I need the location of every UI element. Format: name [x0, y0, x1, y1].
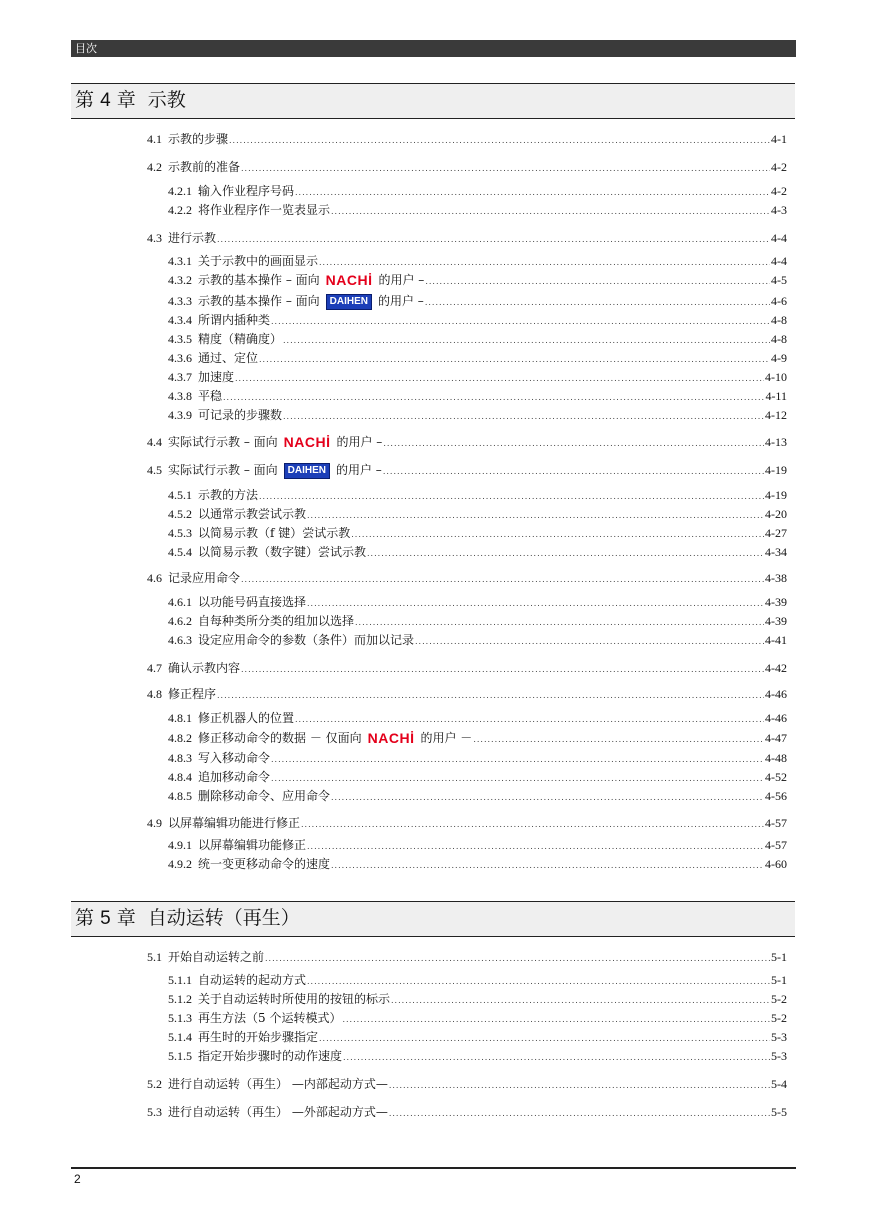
toc-leader-dots [319, 1030, 770, 1047]
toc-leader-dots [283, 332, 770, 349]
toc-entry-number: 4.9.1 [168, 838, 192, 852]
toc-entry-label [168, 183, 294, 200]
toc-entry-label [147, 159, 240, 176]
toc-entry[interactable] [168, 350, 787, 367]
toc-entry[interactable] [168, 487, 787, 504]
toc-entry[interactable] [168, 613, 787, 630]
toc-entry-title: 记录应用命令 [168, 571, 241, 585]
toc-leader-dots [319, 254, 770, 271]
toc-entry-number: 4.8.5 [168, 789, 192, 803]
chapter-prefix: 第 [75, 907, 95, 929]
toc-entry-page: 4-38 [765, 571, 787, 585]
toc-entry-number: 4.2.2 [168, 203, 192, 217]
toc-entry-number: 5.3 [147, 1105, 162, 1119]
toc-leader-dots [425, 273, 770, 290]
toc-entry-page: 4-46 [765, 711, 787, 725]
toc-entry-page: 5-1 [771, 950, 787, 964]
toc-entry-number: 4.3.9 [168, 408, 192, 422]
toc-entry-title: 平稳 [198, 389, 223, 403]
toc-entry-label [168, 750, 270, 767]
toc-entry-title: 自每种类所分类的组加以选择 [198, 614, 355, 628]
toc-entry-title: 开始自动运转之前 [168, 950, 265, 964]
toc-entry[interactable] [147, 949, 787, 966]
toc-entry-label [168, 991, 390, 1008]
toc-entry-title: 设定应用命令的参数（条件）而加以记录 [198, 633, 415, 647]
toc-entry-page: 4-2 [771, 184, 787, 198]
toc-entry-label [168, 350, 258, 367]
nachi-logo: NACHİ [367, 730, 415, 746]
toc-entry-title: 所谓内插种类 [198, 313, 271, 327]
toc-entry-number: 4.7 [147, 661, 162, 675]
toc-entry[interactable] [168, 331, 787, 348]
toc-entry[interactable] [168, 253, 787, 270]
toc-entry[interactable] [168, 1029, 787, 1046]
toc-entry-number: 4.3.1 [168, 254, 192, 268]
toc-entry-number: 5.2 [147, 1077, 162, 1091]
chapter-number: 4 [100, 90, 111, 111]
toc-entry[interactable] [147, 570, 787, 587]
toc-entry-number: 4.6.3 [168, 633, 192, 647]
toc-entry[interactable] [147, 159, 787, 176]
toc-entry-title: 以简易示教（数字键）尝试示教 [198, 545, 367, 559]
toc-entry-number: 4.6.1 [168, 595, 192, 609]
toc-entry-label [168, 272, 424, 289]
toc-entry[interactable] [168, 544, 787, 561]
toc-entry[interactable] [168, 837, 787, 854]
toc-entry-title: 确认示教内容 [168, 661, 241, 675]
toc-entry[interactable] [168, 407, 787, 424]
toc-entry-title: 追加移动命令 [198, 770, 271, 784]
toc-entry-page: 4-19 [765, 488, 787, 502]
toc-entry-number: 4.4 [147, 435, 162, 449]
toc-entry-page: 5-3 [771, 1030, 787, 1044]
toc-leader-dots [295, 184, 770, 201]
toc-entry-title: 统一变更移动命令的速度 [198, 857, 331, 871]
toc-entry[interactable] [147, 131, 787, 148]
toc-entry-label [168, 788, 330, 805]
nachi-logo: NACHİ [325, 272, 373, 288]
toc-leader-dots [389, 1105, 770, 1122]
toc-entry-label [168, 331, 282, 348]
toc-entry[interactable] [147, 1104, 787, 1121]
toc-entry-page: 4-57 [765, 816, 787, 830]
toc-entry-page: 5-5 [771, 1105, 787, 1119]
toc-entry-number: 4.2.1 [168, 184, 192, 198]
toc-leader-dots [343, 1049, 770, 1066]
toc-entry-page: 4-12 [765, 408, 787, 422]
toc-entry-label [168, 632, 414, 649]
toc-leader-dots [229, 132, 770, 149]
toc-leader-dots [307, 973, 770, 990]
toc-leader-dots [271, 751, 764, 768]
toc-leader-dots [259, 351, 770, 368]
toc-entry-page: 4-20 [765, 507, 787, 521]
toc-leader-dots [342, 1011, 770, 1028]
toc-entry-label [147, 1076, 388, 1093]
toc-entry-page: 4-4 [771, 254, 787, 268]
toc-leader-dots [307, 595, 764, 612]
toc-leader-dots [307, 838, 764, 855]
toc-entry-title: 以屏幕编辑功能进行修正 [168, 816, 301, 830]
toc-entry-number: 4.8.3 [168, 751, 192, 765]
toc-entry-page: 4-34 [765, 545, 787, 559]
toc-leader-dots [331, 857, 764, 874]
toc-entry[interactable] [168, 632, 787, 649]
toc-entry-label [168, 407, 282, 424]
toc-entry-page: 4-27 [765, 526, 787, 540]
toc-entry-page: 5-4 [771, 1077, 787, 1091]
toc-entry-page: 4-2 [771, 160, 787, 174]
toc-entry-title: 进行自动运转（再生） —外部起动方式— [168, 1105, 388, 1119]
chapter-number: 5 [100, 908, 111, 929]
toc-leader-dots [235, 370, 764, 387]
toc-entry-label [168, 293, 424, 310]
toc-entry-title: 再生时的开始步骤指定 [198, 1030, 319, 1044]
toc-entry-page: 4-9 [771, 351, 787, 365]
toc-entry-page: 4-8 [771, 313, 787, 327]
chapter-title: 示教 [147, 89, 186, 111]
toc-entry-title-suffix: 的用户 – [378, 273, 425, 287]
toc-entry-number: 4.3.8 [168, 389, 192, 403]
toc-entry-label [168, 769, 270, 786]
toc-entry-label [147, 462, 382, 479]
toc-leader-dots [283, 408, 764, 425]
toc-entry-number: 4.9 [147, 816, 162, 830]
toc-entry[interactable] [147, 462, 787, 479]
toc-entry-title: 示教的基本操作 – 面向 [198, 294, 320, 308]
toc-entry[interactable] [168, 388, 787, 405]
toc-entry-title: 示教的方法 [198, 488, 259, 502]
toc-leader-dots [265, 950, 770, 967]
toc-entry-label [168, 506, 306, 523]
toc-entry[interactable] [168, 525, 787, 542]
toc-leader-dots [301, 816, 764, 833]
toc-entry-title: 以简易示教（f 键）尝试示教 [198, 526, 351, 540]
toc-entry-page: 4-56 [765, 789, 787, 803]
toc-entry-title: 实际试行示教 – 面向 [168, 435, 278, 449]
toc-entry-page: 4-3 [771, 203, 787, 217]
toc-entry-title-suffix: 的用户 – [377, 294, 424, 308]
toc-entry-title: 删除移动命令、应用命令 [198, 789, 331, 803]
toc-entry-number: 4.3.5 [168, 332, 192, 346]
toc-leader-dots [307, 507, 764, 524]
toc-leader-dots [223, 389, 764, 406]
toc-entry-page: 4-10 [765, 370, 787, 384]
toc-entry-title: 以功能号码直接选择 [198, 595, 307, 609]
chapter-title: 自动运转（再生） [147, 907, 300, 929]
toc-entry-number: 4.8.2 [168, 731, 192, 745]
toc-entry-label [168, 544, 366, 561]
toc-entry-page: 4-42 [765, 661, 787, 675]
toc-entry[interactable] [168, 710, 787, 727]
toc-entry-number: 4.6.2 [168, 614, 192, 628]
toc-entry[interactable] [147, 434, 787, 451]
toc-entry-label [147, 815, 300, 832]
toc-entry[interactable] [147, 660, 787, 677]
nachi-logo: NACHİ [283, 434, 331, 450]
toc-entry-title: 进行自动运转（再生） —内部起动方式— [168, 1077, 388, 1091]
daihen-logo: DAIHEN [284, 463, 330, 479]
toc-entry-label [168, 202, 330, 219]
toc-entry-page: 5-1 [771, 973, 787, 987]
toc-entry-title: 加速度 [198, 370, 235, 384]
toc-entry-label [168, 312, 270, 329]
toc-entry-page: 4-46 [765, 687, 787, 701]
toc-entry-number: 4.8.1 [168, 711, 192, 725]
toc-entry-title: 关于示教中的画面显示 [198, 254, 319, 268]
toc-entry-label [168, 388, 222, 405]
toc-leader-dots [383, 463, 764, 480]
toc-entry-page: 4-19 [765, 463, 787, 477]
toc-entry-label [168, 837, 306, 854]
toc-entry-label [168, 1029, 318, 1046]
toc-leader-dots [241, 571, 764, 588]
toc-entry-page: 4-5 [771, 273, 787, 287]
toc-entry-title: 写入移动命令 [198, 751, 271, 765]
toc-entry-title: 修正程序 [168, 687, 217, 701]
toc-entry-label [168, 253, 318, 270]
toc-entry-page: 4-48 [765, 751, 787, 765]
toc-entry-page: 4-8 [771, 332, 787, 346]
toc-leader-dots [389, 1077, 770, 1094]
toc-entry-number: 5.1.4 [168, 1030, 192, 1044]
toc-leader-dots [217, 231, 770, 248]
toc-entry[interactable] [168, 991, 787, 1008]
toc-entry-page: 4-4 [771, 231, 787, 245]
toc-entry-page: 4-11 [765, 389, 787, 403]
toc-entry-page: 4-1 [771, 132, 787, 146]
toc-entry-title: 输入作业程序号码 [198, 184, 295, 198]
toc-entry-title: 示教前的准备 [168, 160, 241, 174]
toc-entry-label [168, 525, 350, 542]
toc-entry-number: 4.5.3 [168, 526, 192, 540]
toc-entry-title: 以通常示教尝试示教 [198, 507, 307, 521]
toc-entry[interactable] [168, 506, 787, 523]
toc-entry-label [168, 730, 472, 747]
toc-entry[interactable] [168, 183, 787, 200]
toc-entry-title-suffix: 的用户 – [335, 463, 382, 477]
toc-entry-label [168, 1048, 342, 1065]
chapter-suffix: 章 [116, 89, 136, 111]
toc-entry-number: 5.1.1 [168, 973, 192, 987]
toc-entry[interactable] [168, 312, 787, 329]
toc-entry-number: 4.9.2 [168, 857, 192, 871]
toc-entry-label [168, 856, 330, 873]
toc-entry[interactable] [168, 856, 787, 873]
toc-entry-label [147, 660, 240, 677]
toc-entry-number: 4.6 [147, 571, 162, 585]
toc-entry-label [168, 613, 354, 630]
toc-entry-title: 自动运转的起动方式 [198, 973, 307, 987]
toc-entry-label [147, 686, 216, 703]
toc-leader-dots [415, 633, 764, 650]
toc-entry-number: 4.5.2 [168, 507, 192, 521]
toc-entry-number: 4.5 [147, 463, 162, 477]
toc-entry-title: 再生方法（5 个运转模式） [198, 1011, 342, 1025]
toc-entry-page: 4-6 [771, 294, 787, 308]
toc-entry[interactable] [147, 230, 787, 247]
toc-leader-dots [425, 294, 770, 311]
toc-entry[interactable] [168, 972, 787, 989]
toc-entry[interactable] [168, 730, 787, 747]
toc-leader-dots [473, 731, 764, 748]
toc-entry[interactable] [168, 788, 787, 805]
toc-entry-number: 5.1.3 [168, 1011, 192, 1025]
toc-entry-title: 修正机器人的位置 [198, 711, 295, 725]
toc-leader-dots [295, 711, 764, 728]
toc-leader-dots [241, 160, 770, 177]
toc-entry-label [168, 594, 306, 611]
toc-entry[interactable] [168, 293, 787, 310]
header-bar [71, 40, 796, 57]
toc-leader-dots [259, 488, 764, 505]
toc-entry-title: 修正移动命令的数据 － 仅面向 [198, 731, 362, 745]
toc-entry-number: 5.1.5 [168, 1049, 192, 1063]
toc-entry-page: 4-60 [765, 857, 787, 871]
toc-entry-title: 进行示教 [168, 231, 217, 245]
toc-entry-page: 5-2 [771, 1011, 787, 1025]
toc-entry-label [147, 1104, 388, 1121]
toc-entry-label [168, 1010, 341, 1027]
chapter-5-heading [71, 901, 795, 937]
toc-entry[interactable] [147, 815, 787, 832]
toc-entry[interactable] [147, 686, 787, 703]
toc-entry-label [147, 230, 216, 247]
toc-entry-number: 4.3.3 [168, 294, 192, 308]
toc-leader-dots [351, 526, 764, 543]
toc-entry[interactable] [168, 769, 787, 786]
toc-entry-title: 可记录的步骤数 [198, 408, 283, 422]
toc-entry-title: 通过、定位 [198, 351, 259, 365]
toc-entry-label [147, 949, 264, 966]
page-number: 2 [74, 1172, 81, 1186]
toc-entry[interactable] [147, 1076, 787, 1093]
toc-entry-title: 实际试行示教 – 面向 [168, 463, 278, 477]
toc-entry-title: 精度（精确度） [198, 332, 283, 346]
toc-entry[interactable] [168, 202, 787, 219]
toc-entry-number: 4.3.4 [168, 313, 192, 327]
toc-entry[interactable] [168, 750, 787, 767]
toc-entry-title: 指定开始步骤时的动作速度 [198, 1049, 343, 1063]
toc-entry-label [147, 570, 240, 587]
toc-leader-dots [331, 203, 770, 220]
toc-entry-title-suffix: 的用户 – [336, 435, 383, 449]
toc-entry-title: 将作业程序作一览表显示 [198, 203, 331, 217]
chapter-4-heading [71, 83, 795, 119]
toc-entry-number: 4.3.7 [168, 370, 192, 384]
toc-entry-title: 以屏幕编辑功能修正 [198, 838, 307, 852]
toc-entry[interactable] [168, 1010, 787, 1027]
toc-entry-title: 示教的基本操作 – 面向 [198, 273, 320, 287]
toc-entry-number: 4.2 [147, 160, 162, 174]
toc-entry-label [168, 972, 306, 989]
toc-entry[interactable] [168, 272, 787, 289]
toc-leader-dots [367, 545, 764, 562]
toc-entry-label [168, 369, 234, 386]
toc-entry-title: 示教的步骤 [168, 132, 229, 146]
toc-entry-page: 4-13 [765, 435, 787, 449]
toc-entry-number: 5.1.2 [168, 992, 192, 1006]
footer-rule [71, 1167, 796, 1169]
toc-leader-dots [271, 770, 764, 787]
toc-entry[interactable] [168, 369, 787, 386]
toc-entry-number: 4.1 [147, 132, 162, 146]
toc-entry-number: 4.3.2 [168, 273, 192, 287]
toc-entry-title-suffix: 的用户 － [420, 731, 473, 745]
toc-entry-page: 4-39 [765, 614, 787, 628]
daihen-logo: DAIHEN [326, 294, 372, 310]
toc-entry-page: 4-47 [765, 731, 787, 745]
toc-entry-title: 关于自动运转时所使用的按钮的标示 [198, 992, 391, 1006]
chapter-prefix: 第 [75, 89, 95, 111]
toc-entry-page: 4-39 [765, 595, 787, 609]
toc-entry-page: 5-2 [771, 992, 787, 1006]
toc-leader-dots [355, 614, 764, 631]
toc-leader-dots [271, 313, 770, 330]
toc-entry[interactable] [168, 594, 787, 611]
toc-leader-dots [331, 789, 764, 806]
toc-entry-page: 4-57 [765, 838, 787, 852]
toc-leader-dots [383, 435, 764, 452]
toc-entry-number: 5.1 [147, 950, 162, 964]
chapter-suffix: 章 [116, 907, 136, 929]
toc-entry-label [147, 434, 382, 451]
toc-entry-page: 4-41 [765, 633, 787, 647]
toc-entry-number: 4.3 [147, 231, 162, 245]
toc-leader-dots [241, 661, 764, 678]
toc-entry-label [168, 487, 258, 504]
toc-entry-number: 4.3.6 [168, 351, 192, 365]
toc-entry-number: 4.5.4 [168, 545, 192, 559]
toc-leader-dots [217, 687, 764, 704]
toc-entry[interactable] [168, 1048, 787, 1065]
toc-leader-dots [391, 992, 770, 1009]
toc-entry-page: 5-3 [771, 1049, 787, 1063]
toc-entry-label [168, 710, 294, 727]
header-title: 目次 [75, 42, 97, 55]
toc-entry-page: 4-52 [765, 770, 787, 784]
toc-entry-number: 4.8 [147, 687, 162, 701]
toc-entry-number: 4.8.4 [168, 770, 192, 784]
toc-entry-number: 4.5.1 [168, 488, 192, 502]
toc-entry-label [147, 131, 228, 148]
